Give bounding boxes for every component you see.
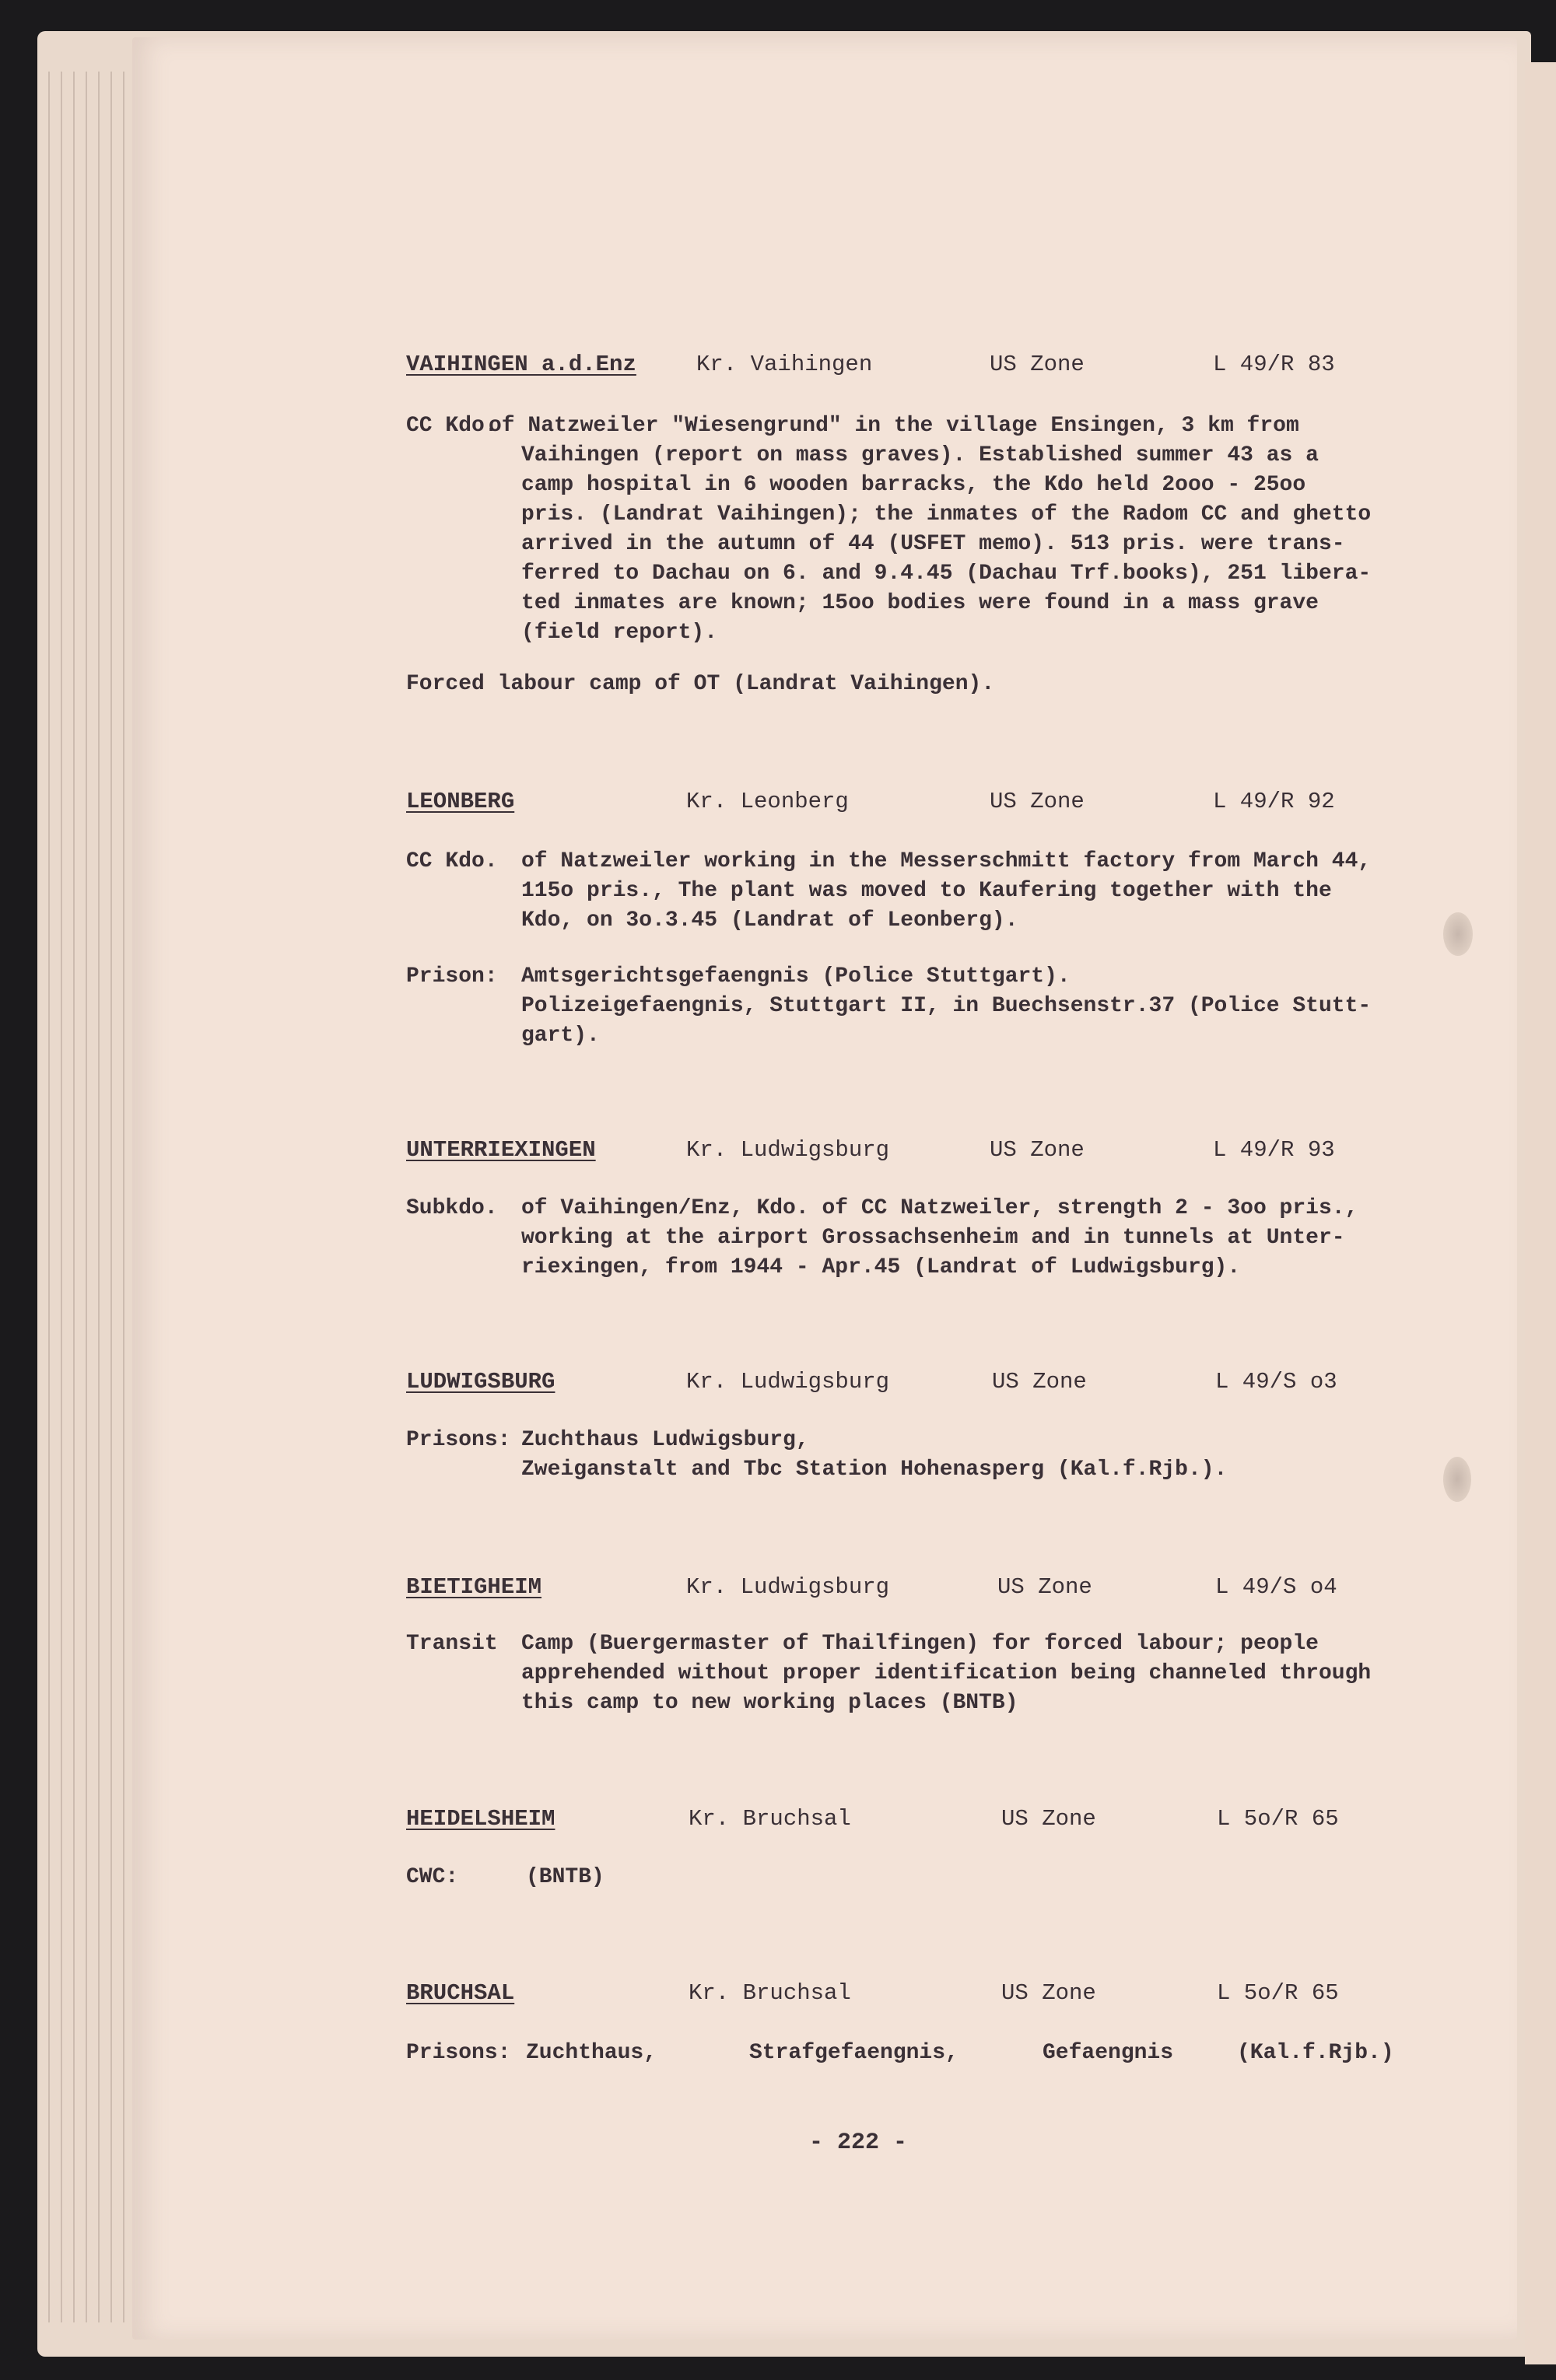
page-number: - 222 - — [809, 2130, 908, 2156]
district: Kr. Bruchsal — [689, 1980, 851, 2006]
map-ref: L 49/R 93 — [1213, 1137, 1335, 1163]
text-line: Zweiganstalt and Tbc Station Hohenasperg (Kal.f.Rjb.). — [521, 1458, 1228, 1482]
text-line: Zuchthaus, — [526, 2041, 657, 2065]
page-edge — [86, 72, 87, 2322]
text-line: of Natzweiler "Wiesengrund" in the village Ensingen, 3 km from — [489, 414, 1299, 438]
text-line: Strafgefaengnis, — [749, 2041, 958, 2065]
text-line: camp hospital in 6 wooden barracks, the Kdo held 2ooo - 25oo — [521, 473, 1306, 497]
paragraph-label: Prison: — [406, 964, 498, 989]
place-name: UNTERRIEXINGEN — [406, 1137, 596, 1163]
map-ref: L 49/S o4 — [1215, 1574, 1337, 1600]
text-line: arrived in the autumn of 44 (USFET memo). 513 pris. were trans- — [521, 532, 1345, 556]
text-line: Vaihingen (report on mass graves). Established summer 43 as a — [521, 443, 1319, 467]
text-line: Zuchthaus Ludwigsburg, — [521, 1428, 809, 1452]
text-line: Camp (Buergermaster of Thailfingen) for forced labour; people — [521, 1632, 1319, 1656]
text-line: this camp to new working places (BNTB) — [521, 1691, 1018, 1715]
text-line: 115o pris., The plant was moved to Kaufering together with the — [521, 879, 1332, 903]
text-line: riexingen, from 1944 - Apr.45 (Landrat of Ludwigsburg). — [521, 1255, 1241, 1279]
zone: US Zone — [997, 1574, 1092, 1600]
text-line: (Kal.f.Rjb.) — [1237, 2041, 1394, 2065]
district: Kr. Ludwigsburg — [686, 1137, 890, 1163]
map-ref: L 49/R 83 — [1213, 352, 1335, 377]
page-edge — [73, 72, 75, 2322]
paragraph-label: CWC: — [406, 1865, 459, 1889]
map-ref: L 49/S o3 — [1215, 1369, 1337, 1395]
text-line: (field report). — [521, 621, 718, 645]
district: Kr. Leonberg — [686, 789, 849, 814]
place-name: LEONBERG — [406, 789, 515, 814]
text-line: gart). — [521, 1024, 600, 1048]
zone: US Zone — [1001, 1980, 1096, 2006]
page-edge — [48, 72, 50, 2322]
text-line: working at the airport Grossachsenheim and in tunnels at Unter- — [521, 1226, 1345, 1250]
text-line: of Natzweiler working in the Messerschmitt factory from March 44, — [521, 849, 1372, 873]
text-line: Forced labour camp of OT (Landrat Vaihingen). — [406, 672, 995, 696]
text-line: pris. (Landrat Vaihingen); the inmates of the Radom CC and ghetto — [521, 502, 1372, 527]
paragraph-label: CC Kdo. — [406, 414, 498, 438]
map-ref: L 5o/R 65 — [1217, 1806, 1339, 1832]
paragraph-label: Prisons: — [406, 1428, 511, 1452]
zone: US Zone — [992, 1369, 1087, 1395]
paragraph-label: CC Kdo. — [406, 849, 498, 873]
text-line: of Vaihingen/Enz, Kdo. of CC Natzweiler, strength 2 - 3oo pris., — [521, 1196, 1358, 1220]
district: Kr. Bruchsal — [689, 1806, 851, 1832]
page-edge — [110, 72, 112, 2322]
text-line: Kdo, on 3o.3.45 (Landrat of Leonberg). — [521, 908, 1018, 933]
zone: US Zone — [990, 1137, 1085, 1163]
district: Kr. Vaihingen — [696, 352, 873, 377]
zone: US Zone — [990, 352, 1085, 377]
page-edge — [98, 72, 100, 2322]
text-line: (BNTB) — [526, 1865, 605, 1889]
paragraph-label: Subkdo. — [406, 1196, 498, 1220]
place-name: LUDWIGSBURG — [406, 1369, 555, 1395]
paper-stain — [1443, 1457, 1471, 1502]
map-ref: L 49/R 92 — [1213, 789, 1335, 814]
text-line: Polizeigefaengnis, Stuttgart II, in Buechsenstr.37 (Police Stutt- — [521, 994, 1372, 1018]
text-line: ferred to Dachau on 6. and 9.4.45 (Dachau Trf.books), 251 libera- — [521, 562, 1372, 586]
zone: US Zone — [990, 789, 1085, 814]
text-line: apprehended without proper identification being channeled through — [521, 1661, 1372, 1685]
place-name: VAIHINGEN a.d.Enz — [406, 352, 636, 377]
paragraph-label: Prisons: — [406, 2041, 511, 2065]
district: Kr. Ludwigsburg — [686, 1369, 890, 1395]
text-line: Amtsgerichtsgefaengnis (Police Stuttgart). — [521, 964, 1071, 989]
page-edge — [61, 72, 62, 2322]
paragraph-label: Transit — [406, 1632, 498, 1656]
text-line: ted inmates are known; 15oo bodies were found in a mass grave — [521, 591, 1319, 615]
zone: US Zone — [1001, 1806, 1096, 1832]
text-line: Gefaengnis — [1043, 2041, 1174, 2065]
page-edge — [123, 72, 124, 2322]
district: Kr. Ludwigsburg — [686, 1574, 890, 1600]
map-ref: L 5o/R 65 — [1217, 1980, 1339, 2006]
place-name: HEIDELSHEIM — [406, 1806, 555, 1832]
place-name: BIETIGHEIM — [406, 1574, 542, 1600]
next-page-edge — [1525, 62, 1556, 2364]
place-name: BRUCHSAL — [406, 1980, 515, 2006]
paper-stain — [1443, 912, 1473, 956]
